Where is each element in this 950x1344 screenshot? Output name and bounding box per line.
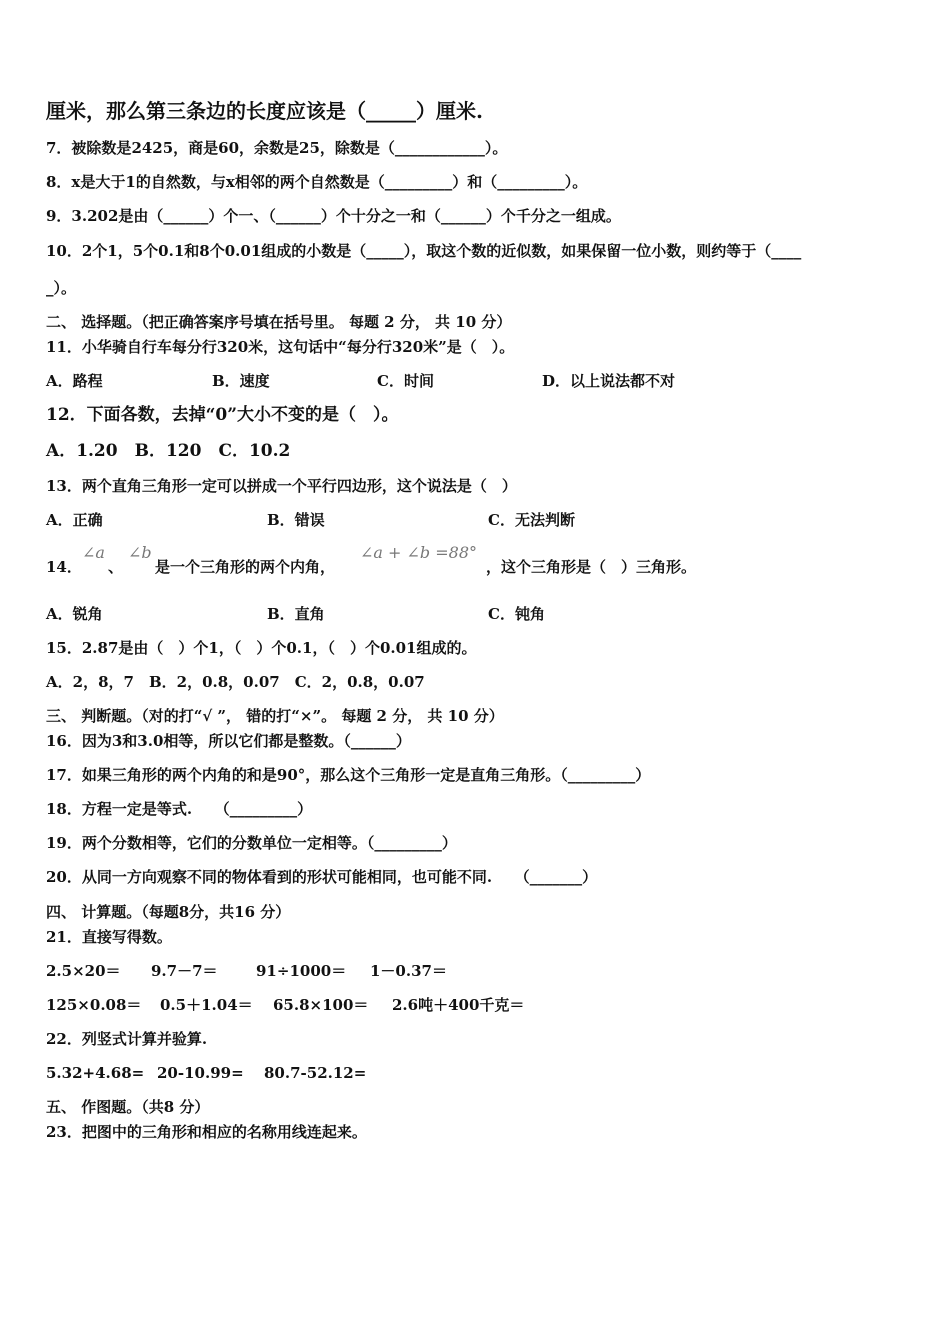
q13-option-a: A．正确 [46,511,103,529]
calc-item: 65.8×100＝ [273,996,369,1014]
calc-item: 1－0.37＝ [370,962,447,980]
vertical-calc-item: 80.7-52.12= [264,1064,367,1082]
question-11: 11．小华骑自行车每分行320米，这句话中“每分行320米”是（ ）。 [46,338,515,356]
angle-sum-formula: ∠a + ∠b =88° [360,543,478,562]
question-12: 12．下面各数，去掉“0”大小不变的是（ ）。 [46,405,399,425]
question-15: 15．2.87是由（ ）个1，（ ）个0.1，（ ）个0.01组成的。 [46,639,477,657]
q14-option-c: C．钝角 [488,605,545,623]
section-3-heading: 三、 判断题。（对的打“√ ”， 错的打“×”。 每题 2 分， 共 10 分） [46,707,504,725]
q14-option-b: B．直角 [267,605,325,623]
question-7: 7．被除数是2425，商是60，余数是25，除数是（____________）。 [46,139,508,157]
question-10-line1: 10．2个1，5个0.1和8个0.01组成的小数是（_____），取这个数的近似数，如果保留一位小数，则约等于（____ [46,242,802,260]
calc-item: 125×0.08＝ [46,996,142,1014]
question-9: 9．3.202是由（______）个一、（______）个十分之一和（______）个千分之一组成。 [46,207,621,225]
q12-options: A．1.20 B．120 C．10.2 [46,441,291,461]
calc-item: 91÷1000＝ [256,962,347,980]
section-2-heading: 二、 选择题。（把正确答案序号填在括号里。 每题 2 分， 共 10 分） [46,313,512,331]
vertical-calc-item: 20-10.99= [157,1064,244,1082]
section-5-heading: 五、 作图题。（共8 分） [46,1098,210,1116]
question-20: 20．从同一方向观察不同的物体看到的形状可能相同，也可能不同. （_______） [46,868,598,886]
q15-options: A．2，8，7 B．2，0.8，0.07 C．2，0.8，0.07 [46,673,425,691]
question-16: 16．因为3和3.0相等，所以它们都是整数。（______） [46,732,411,750]
question-6-tail: 厘米，那么第三条边的长度应该是（_____）厘米. [46,99,483,123]
section-4-heading: 四、 计算题。（每题8分，共16 分） [46,903,291,921]
calc-item: 0.5＋1.04＝ [160,996,253,1014]
q11-option-b: B．速度 [212,372,270,390]
vertical-calc-item: 5.32+4.68= [46,1064,145,1082]
calc-item: 2.6吨＋400千克＝ [392,996,525,1014]
question-19: 19．两个分数相等，它们的分数单位一定相等。（_________） [46,834,457,852]
q14-option-a: A．锐角 [46,605,103,623]
calc-item: 2.5×20＝ [46,962,121,980]
question-13: 13．两个直角三角形一定可以拼成一个平行四边形，这个说法是（ ） [46,477,517,495]
question-23: 23．把图中的三角形和相应的名称用线连起来。 [46,1123,367,1141]
question-14-end: ，这个三角形是（ ）三角形。 [486,558,697,576]
question-10-line2: _）。 [46,279,77,297]
q13-option-c: C．无法判断 [488,511,575,529]
question-17: 17．如果三角形的两个内角的和是90°，那么这个三角形一定是直角三角形。（_________） [46,766,651,784]
question-14-number: 14． [46,558,82,576]
q13-option-b: B．错误 [267,511,325,529]
angle-b-formula: ∠b [128,543,152,562]
q11-option-d: D．以上说法都不对 [542,372,676,390]
question-21: 21．直接写得数。 [46,928,172,946]
question-8: 8．x是大于1的自然数，与x相邻的两个自然数是（_________）和（_________）。 [46,173,588,191]
question-14-separator: 、 [108,558,124,576]
question-14-text: 是一个三角形的两个内角， [155,558,336,576]
angle-a-formula: ∠a [82,543,105,562]
calc-item: 9.7－7＝ [151,962,218,980]
q11-option-c: C．时间 [377,372,434,390]
q11-option-a: A．路程 [46,372,103,390]
question-18: 18．方程一定是等式. （_________） [46,800,313,818]
question-22: 22．列竖式计算并验算. [46,1030,208,1048]
